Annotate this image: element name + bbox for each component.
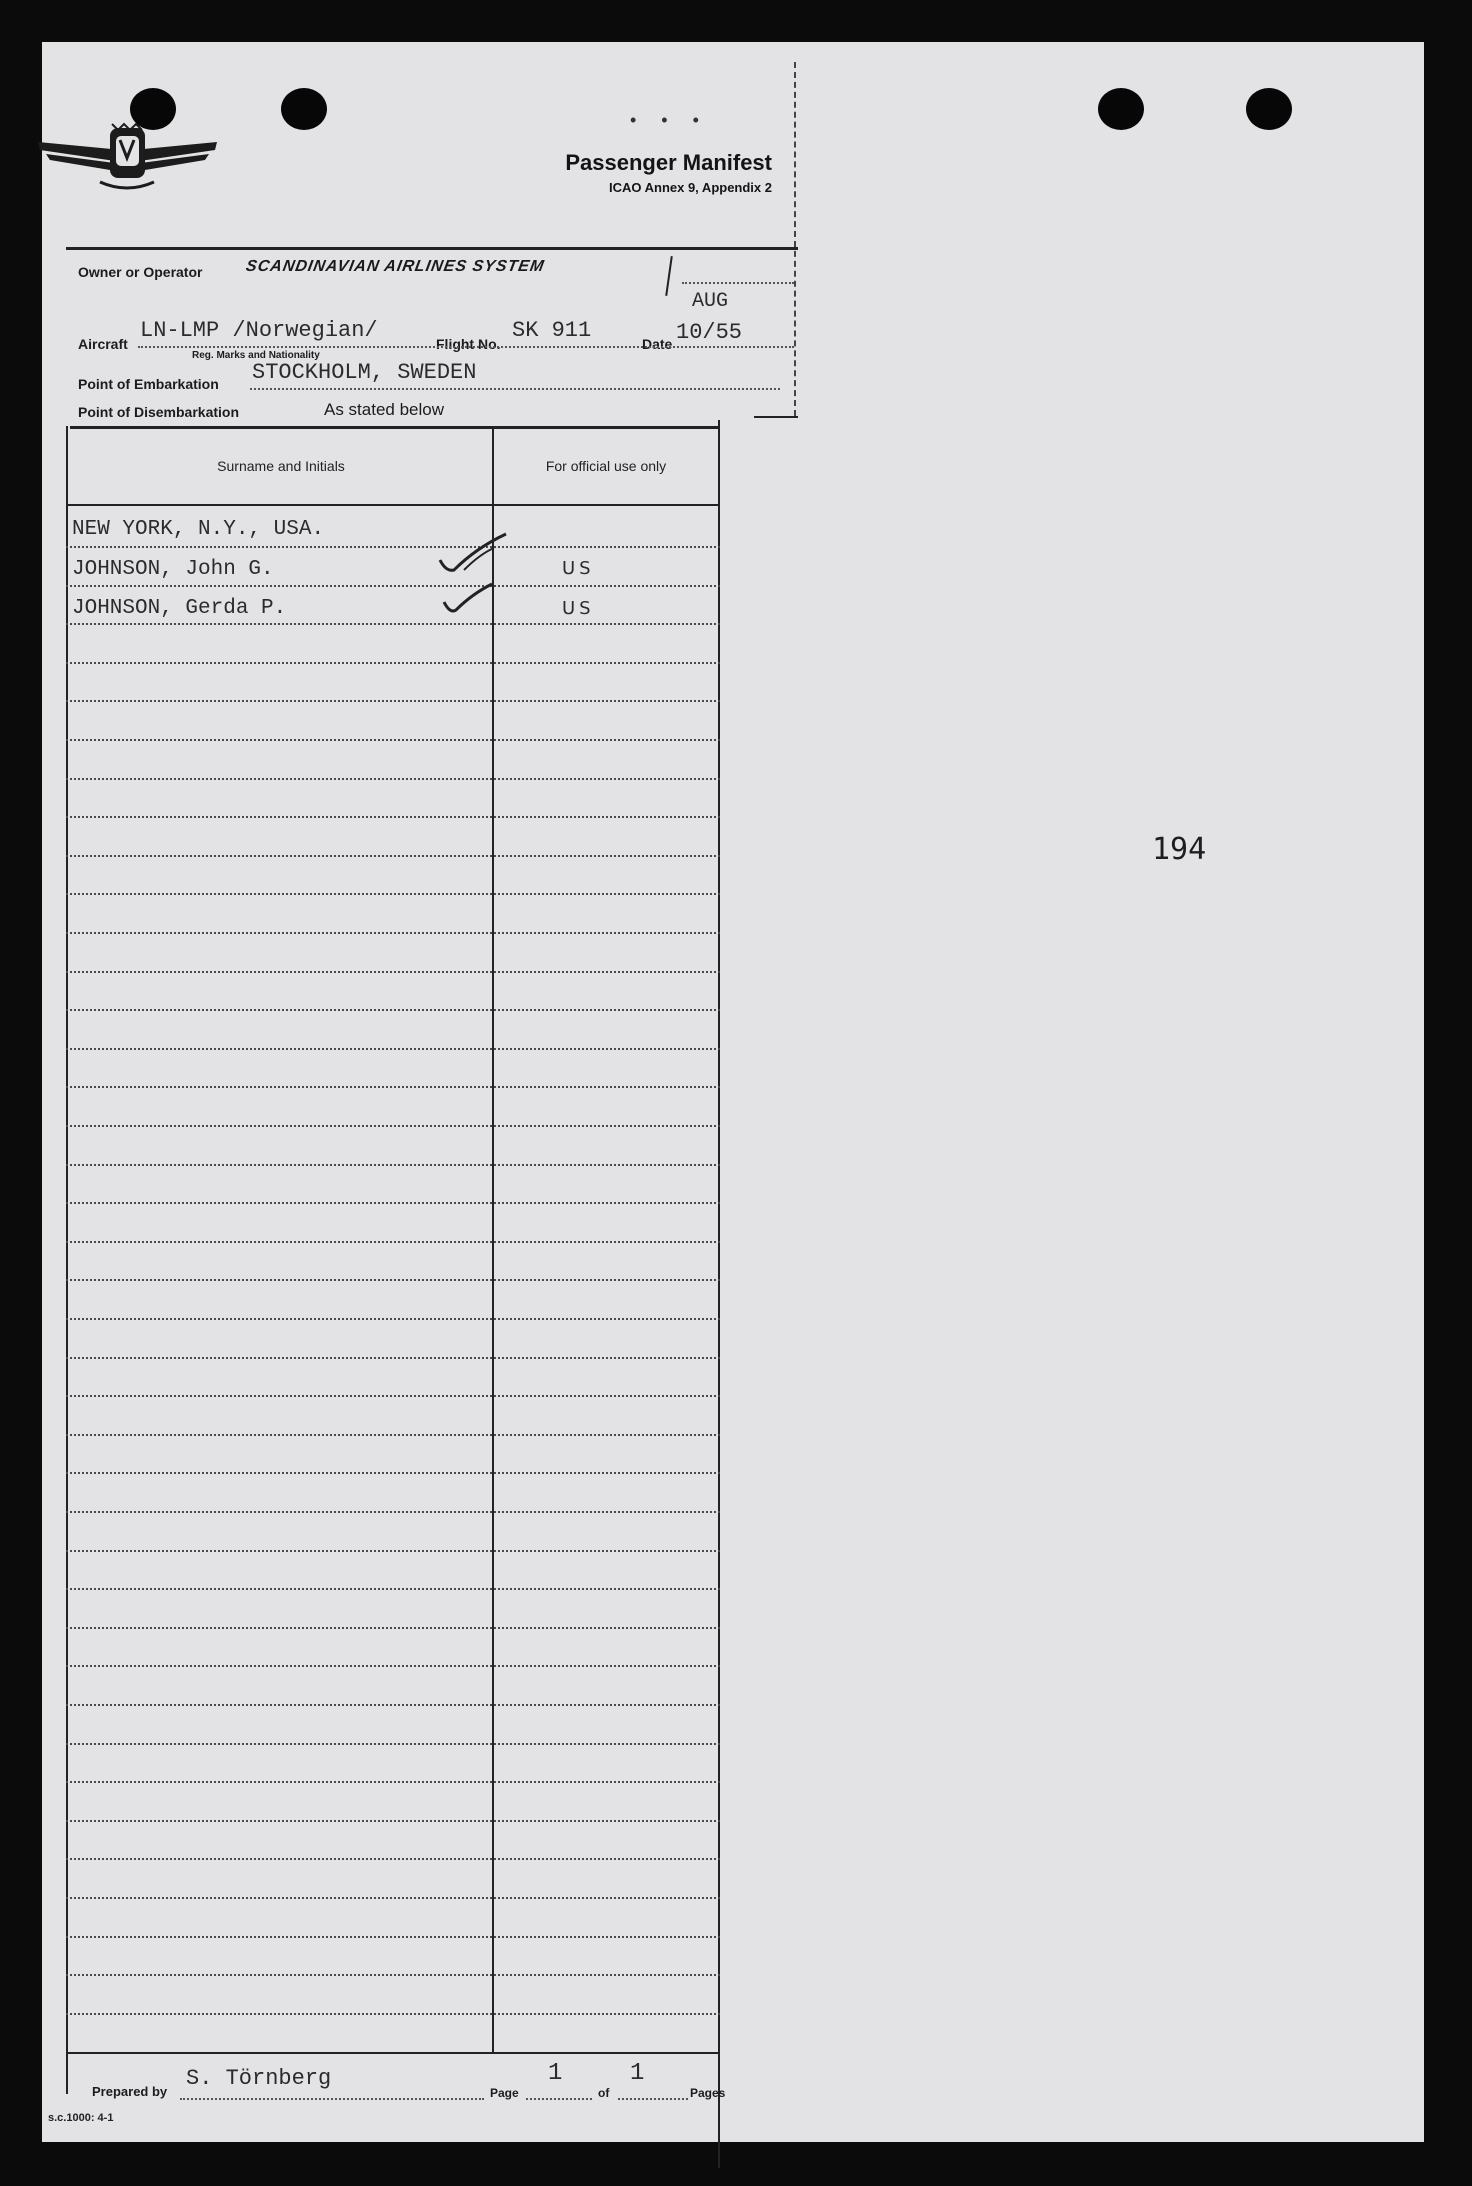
embark-rule <box>250 388 780 390</box>
table-right-border <box>718 420 720 2168</box>
table-row-rule <box>66 546 720 548</box>
header-dots: • • • <box>630 110 709 130</box>
punch-hole <box>281 88 327 130</box>
aircraft-value: LN-LMP /Norwegian/ <box>140 318 378 343</box>
aircraft-rule <box>138 346 794 348</box>
table-row-rule <box>66 1511 720 1513</box>
prepared-label: Prepared by <box>92 2084 168 2099</box>
footer-top-rule <box>66 2052 720 2054</box>
owner-value: SCANDINAVIAN AIRLINES SYSTEM <box>244 258 546 275</box>
table-row-rule <box>66 1704 720 1706</box>
owner-right-rule <box>682 282 794 284</box>
table-row-rule <box>66 1936 720 1938</box>
table-row-official: US <box>562 598 595 619</box>
table-row-official: US <box>562 558 595 579</box>
table-row-rule <box>66 1241 720 1243</box>
table-row-rule <box>66 623 720 625</box>
table-row-rule <box>66 585 720 587</box>
flight-label: Flight No. <box>436 336 501 352</box>
disembark-label: Point of Disembarkation <box>78 404 240 420</box>
table-row-name: JOHNSON, John G. <box>72 558 274 581</box>
aircraft-sublabel: Reg. Marks and Nationality <box>192 350 320 361</box>
table-row-rule <box>66 2013 720 2015</box>
table-row-rule <box>66 1164 720 1166</box>
table-top-rule <box>70 426 718 429</box>
table-row-rule <box>66 739 720 741</box>
table-row-rule <box>66 816 720 818</box>
table-row-rule <box>66 1820 720 1822</box>
page-rule <box>526 2098 592 2100</box>
form-title: Passenger Manifest <box>565 150 772 175</box>
table-row-rule <box>66 700 720 702</box>
table-left-border <box>66 426 68 2094</box>
table-row-name: JOHNSON, Gerda P. <box>72 597 287 620</box>
table-row-rule <box>66 662 720 664</box>
airline-wings-logo-icon <box>30 120 225 192</box>
page-label: Page <box>490 2086 519 2100</box>
table-row-rule <box>66 778 720 780</box>
date-value: 10/55 <box>676 320 743 345</box>
punch-hole <box>1098 88 1144 130</box>
stamp-number: 194 <box>1152 832 1207 867</box>
header-right-edge <box>794 62 796 416</box>
form-subtitle: ICAO Annex 9, Appendix 2 <box>608 180 772 195</box>
table-row-rule <box>66 1665 720 1667</box>
prepared-value: S. Törnberg <box>186 2066 332 2091</box>
date-month: AUG <box>692 290 729 313</box>
of-label: of <box>598 2086 610 2100</box>
table-row-rule <box>66 1627 720 1629</box>
punch-hole <box>1246 88 1292 130</box>
embark-label: Point of Embarkation <box>78 376 219 392</box>
table-row-rule <box>66 1048 720 1050</box>
of-rule <box>618 2098 688 2100</box>
table-row-rule <box>66 1550 720 1552</box>
table-row-rule <box>66 893 720 895</box>
of-value: 1 <box>630 2060 645 2087</box>
table-row-rule <box>66 1743 720 1745</box>
table-row-rule <box>66 855 720 857</box>
table-row-rule <box>66 1279 720 1281</box>
col-head-surname: Surname and Initials <box>217 458 345 474</box>
table-row-rule <box>66 1125 720 1127</box>
disembark-value: As stated below <box>324 400 445 419</box>
table-row-rule <box>66 1974 720 1976</box>
table-row-rule <box>66 1202 720 1204</box>
date-label: Date <box>642 336 673 352</box>
table-row-rule <box>66 1086 720 1088</box>
owner-label: Owner or Operator <box>78 264 203 280</box>
table-row-rule <box>66 1395 720 1397</box>
table-row-rule <box>66 1434 720 1436</box>
table-row-rule <box>66 1009 720 1011</box>
table-row-rule <box>66 1357 720 1359</box>
embark-value: STOCKHOLM, SWEDEN <box>252 360 477 385</box>
flight-value: SK 911 <box>512 318 592 343</box>
table-header-rule <box>66 504 718 506</box>
table-row-rule <box>66 971 720 973</box>
page-value: 1 <box>548 2060 563 2087</box>
table-row-rule <box>66 1318 720 1320</box>
table-row-rule <box>66 1897 720 1899</box>
disembark-right-rule <box>754 416 798 418</box>
table-row-rule <box>66 1781 720 1783</box>
table-row-rule <box>66 1588 720 1590</box>
pages-label: Pages <box>690 2086 726 2100</box>
prepared-rule <box>180 2098 484 2100</box>
checkmark-icon <box>436 530 516 580</box>
table-row-rule <box>66 1472 720 1474</box>
aircraft-label: Aircraft <box>78 336 128 352</box>
table-row-name: NEW YORK, N.Y., USA. <box>72 518 325 541</box>
header-top-rule <box>66 247 798 250</box>
table-row-rule <box>66 1858 720 1860</box>
col-head-official: For official use only <box>545 458 667 474</box>
checkmark-icon <box>440 580 500 616</box>
form-number: s.c.1000: 4-1 <box>48 2112 114 2124</box>
table-row-rule <box>66 932 720 934</box>
